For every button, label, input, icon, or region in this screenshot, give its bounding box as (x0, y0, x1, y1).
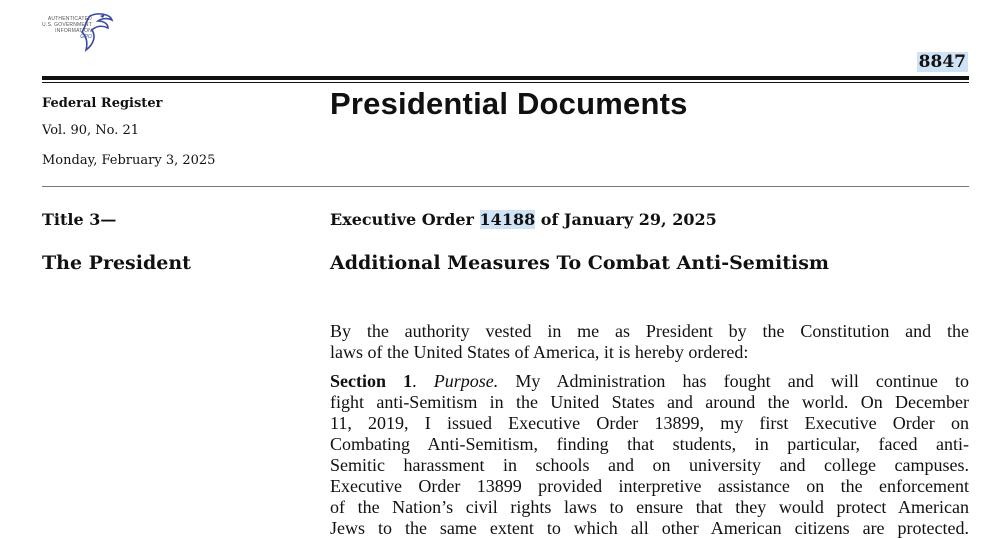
section-divider (42, 186, 969, 187)
paragraph-line: laws of the United States of America, it is hereby ordered: (330, 342, 749, 362)
section-1-paragraph (330, 371, 969, 539)
paragraph-line: Section 1. Purpose. My Administration has fought and will continue to (330, 371, 970, 391)
intro-paragraph (330, 321, 969, 363)
logo-line: INFORMATION (55, 28, 92, 34)
paragraph-line: Semitic harassment in schools and on university and college campuses. (330, 455, 969, 475)
paragraph-line: Combating Anti-Semitism, finding that students, in particular, faced anti- (330, 434, 969, 454)
section-label: Section 1 (330, 371, 413, 391)
volume-number: Vol. 90, No. 21 (42, 123, 140, 138)
paragraph-line: By the authority vested in me as President by the Constitution and the (330, 321, 969, 341)
executive-order-title: Additional Measures To Combat Anti-Semitism (330, 252, 830, 274)
eagle-icon (80, 12, 114, 52)
paragraph-line: 11, 2019, I issued Executive Order 13899, my first Executive Order on (330, 413, 969, 433)
page-number: 8847 (918, 52, 966, 72)
page-title: Presidential Documents (330, 86, 688, 121)
header-rule-thick (42, 76, 969, 80)
gpo-authentication-logo (36, 12, 112, 54)
paragraph-line: of the Nation’s civil rights laws to ensure that they would protect American (330, 497, 969, 517)
eo-prefix: Executive Order (330, 210, 474, 229)
executive-order-line (330, 210, 717, 229)
publication-date: Monday, February 3, 2025 (42, 153, 216, 168)
logo-line: U.S. GOVERNMENT (42, 22, 92, 28)
eo-date: of January 29, 2025 (540, 210, 717, 229)
header-rule-thin (42, 82, 969, 83)
section-text: My Administration has fought and will continue to (515, 371, 970, 391)
eo-number: 14188 (479, 210, 536, 229)
section-heading: Purpose. (433, 371, 499, 391)
president-label: The President (42, 252, 191, 274)
title-label: Title 3— (42, 210, 117, 229)
paragraph-line: Executive Order 13899 provided interpretive assistance on the enforcement (330, 476, 969, 496)
paragraph-line: Jews to the same extent to which all other American citizens are protected. (330, 518, 969, 538)
publication-name: Federal Register (42, 96, 163, 111)
logo-line: AUTHENTICATED (47, 16, 92, 22)
logo-line: GPO (80, 34, 92, 40)
paragraph-line: fight anti-Semitism in the United States and around the world. On December (330, 392, 969, 412)
